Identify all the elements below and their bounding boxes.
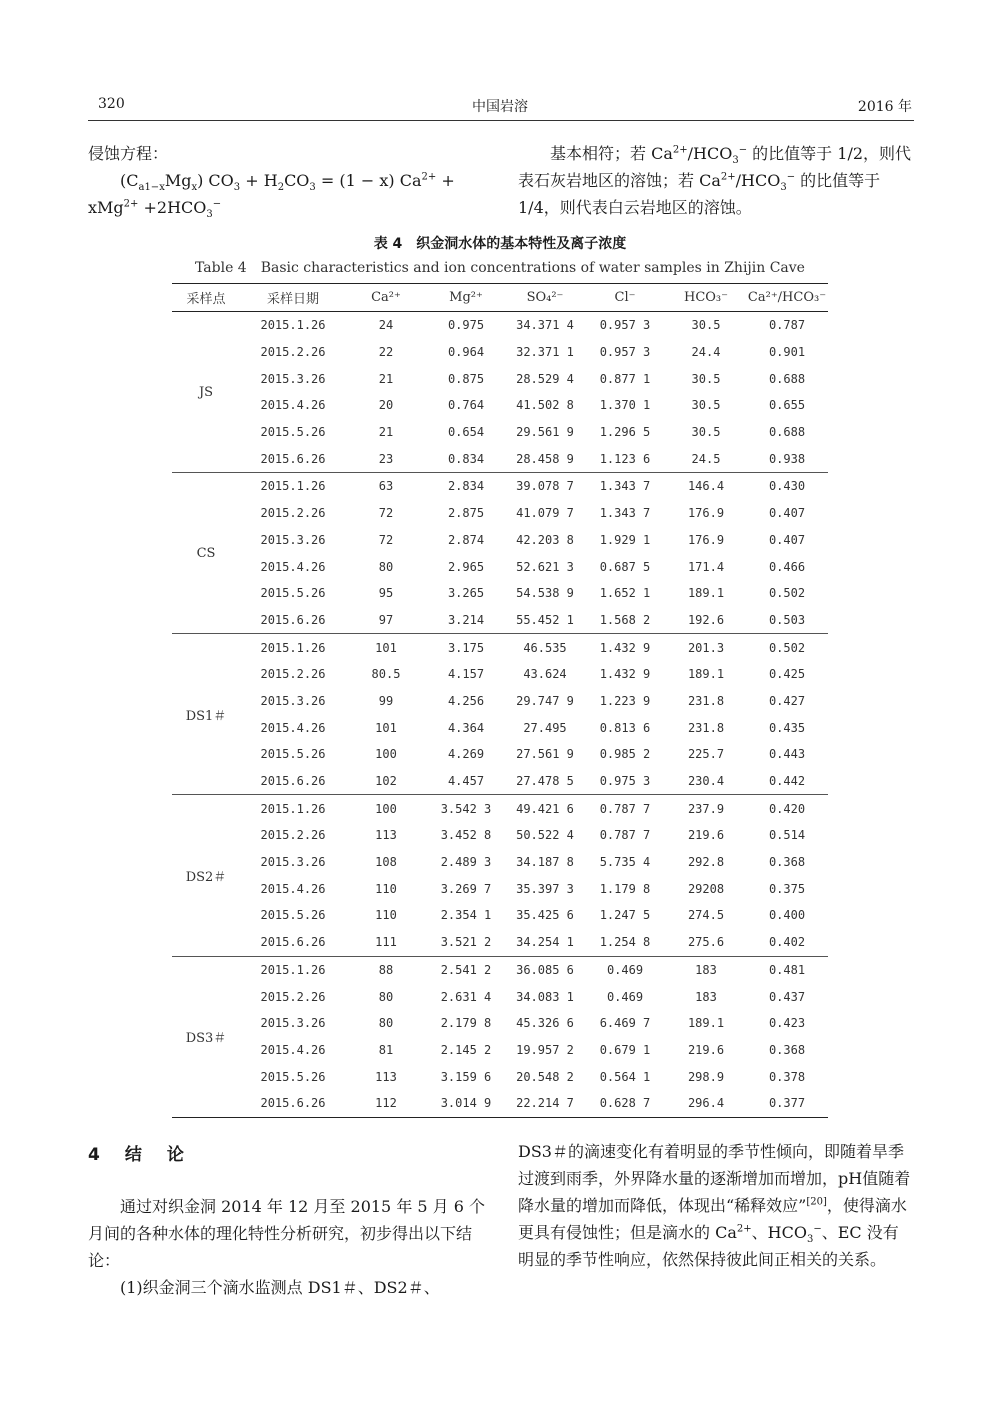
- table-cell: 34.371 4: [516, 318, 574, 333]
- table-cell: 296.4: [666, 1090, 746, 1117]
- table-cell: 2015.5.26: [260, 1069, 326, 1084]
- table-row: [172, 339, 828, 366]
- table-cell: 24.5: [691, 451, 721, 466]
- table-cell: 230.4: [687, 774, 725, 789]
- table-cell: 3.175: [426, 634, 506, 661]
- table-body: [172, 312, 828, 1118]
- table-cell: 2015.2.26: [260, 667, 326, 682]
- site-cell: CS: [172, 473, 240, 634]
- table-cell: 100: [375, 747, 397, 762]
- table-cell: 2015.6.26: [260, 612, 326, 627]
- table-cell: 1.254 8: [599, 935, 651, 950]
- table-cell: 80.5: [371, 667, 401, 682]
- table-cell: 2.145 2: [440, 1042, 492, 1057]
- col-header-ca: Ca²⁺: [346, 284, 426, 312]
- table-cell: 3.014 9: [426, 1090, 506, 1117]
- table-cell: 4.157: [447, 667, 485, 682]
- table-cell: 4.256: [447, 693, 485, 708]
- table-row: [172, 1090, 828, 1117]
- table-cell: 52.621 3: [516, 559, 574, 574]
- table-cell: 0.654: [447, 425, 485, 440]
- table-cell: 2015.5.26: [260, 425, 326, 440]
- table-cell: 95: [378, 586, 394, 601]
- table-cell: 28.458 9: [516, 451, 574, 466]
- site-cell: DS3＃: [172, 956, 240, 1117]
- table-cell: 2015.3.26: [260, 371, 326, 386]
- table-cell: 0.687 5: [599, 559, 651, 574]
- left-column-top: [88, 140, 488, 221]
- left-column-bottom: [88, 1193, 488, 1301]
- table-row: [172, 1037, 828, 1064]
- table-row: [172, 929, 828, 956]
- table-row: [172, 445, 828, 472]
- table-cell: 0.764: [447, 398, 485, 413]
- table-header-row: [172, 284, 828, 312]
- table-row: [172, 768, 828, 795]
- table-cell: 2.875: [447, 506, 485, 521]
- table-cell: 39.078 7: [506, 473, 584, 500]
- table-cell: 42.203 8: [516, 532, 574, 547]
- table-cell: 0.502: [746, 634, 828, 661]
- page-number: 320: [98, 96, 125, 112]
- header-rule: [88, 120, 914, 121]
- section-title: 4 结 论: [88, 1145, 188, 1165]
- table-cell: 2015.5.26: [260, 586, 326, 601]
- journal-name: 中国岩溶: [472, 99, 528, 115]
- table-cell: 2015.1.26: [260, 318, 326, 333]
- table-cell: 0.901: [768, 345, 806, 360]
- table-row: [172, 580, 828, 607]
- table-cell: 110: [375, 881, 397, 896]
- table-row: [172, 1010, 828, 1037]
- table-cell: 1.343 7: [584, 473, 666, 500]
- table-cell: 0.407: [768, 506, 806, 521]
- table-cell: 2015.1.26: [240, 634, 346, 661]
- table-cell: 34.187 8: [516, 855, 574, 870]
- table-cell: 2015.6.26: [240, 1090, 346, 1117]
- table-cell: 4.269: [447, 747, 485, 762]
- table-cell: 1.247 5: [599, 908, 651, 923]
- table-cell: 49.421 6: [506, 795, 584, 822]
- table-row: [172, 875, 828, 902]
- table-cell: 2015.2.26: [260, 506, 326, 521]
- table-cell: 1.652 1: [599, 586, 651, 601]
- table-cell: 1.179 8: [599, 881, 651, 896]
- table-cell: 2015.2.26: [260, 989, 326, 1004]
- table-cell: 3.452 8: [440, 828, 492, 843]
- right-column-top: [518, 140, 914, 221]
- table-cell: 111: [375, 935, 397, 950]
- table-cell: 3.159 6: [440, 1069, 492, 1084]
- table-cell: 0.443: [768, 747, 806, 762]
- table-cell: 0.957 3: [599, 318, 651, 333]
- table-cell: 80: [378, 1016, 394, 1031]
- table-cell: 0.975: [447, 318, 485, 333]
- table-cell: 0.975 3: [599, 774, 651, 789]
- table-cell: 0.688: [768, 371, 806, 386]
- table-cell: 0.787: [768, 318, 806, 333]
- table-cell: 4.457: [447, 774, 485, 789]
- table-cell: 29.747 9: [516, 693, 574, 708]
- table-cell: 32.371 1: [516, 345, 574, 360]
- table-cell: 231.8: [687, 720, 725, 735]
- table-cell: 35.397 3: [516, 881, 574, 896]
- table-cell: 0.435: [768, 720, 806, 735]
- table-cell: 225.7: [687, 747, 725, 762]
- table-cell: 0.437: [768, 989, 806, 1004]
- col-header-so4: SO₄²⁻: [506, 284, 584, 312]
- table-cell: 0.442: [768, 774, 806, 789]
- table-cell: 55.452 1: [516, 612, 574, 627]
- table-row: [172, 849, 828, 876]
- table-cell: 0.564 1: [599, 1069, 651, 1084]
- table-cell: 41.502 8: [516, 398, 574, 413]
- table-cell: 275.6: [687, 935, 725, 950]
- table-cell: 24.4: [691, 345, 721, 360]
- table-row: [172, 419, 828, 446]
- table-cell: 0.964: [447, 345, 485, 360]
- table-cell: 27.561 9: [516, 747, 574, 762]
- table-cell: 231.8: [687, 693, 725, 708]
- col-header-ratio: Ca²⁺/HCO₃⁻: [746, 284, 828, 312]
- table-cell: 34.083 1: [516, 989, 574, 1004]
- table-cell: 171.4: [687, 559, 725, 574]
- table-cell: 28.529 4: [516, 371, 574, 386]
- table-cell: 292.8: [687, 855, 725, 870]
- table-cell: 0.425: [768, 667, 806, 682]
- table-cell: 2.354 1: [440, 908, 492, 923]
- table-cell: 0.469: [606, 989, 644, 1004]
- col-header-cl: Cl⁻: [584, 284, 666, 312]
- table-cell: 2.489 3: [440, 855, 492, 870]
- conclusion-intro: 通过对织金洞 2014 年 12 月至 2015 年 5 月 6 个月间的各种水体的理化特性分析研究，初步得出以下结论：: [88, 1197, 486, 1270]
- table-cell: 219.6: [687, 828, 725, 843]
- table-cell: 0.628 7: [584, 1090, 666, 1117]
- table-cell: 19.957 2: [516, 1042, 574, 1057]
- table-cell: 21: [378, 425, 394, 440]
- table-cell: 101: [346, 634, 426, 661]
- table-cell: 46.535: [506, 634, 584, 661]
- table-row: [172, 527, 828, 554]
- table-cell: 30.5: [691, 425, 721, 440]
- table-cell: 2015.1.26: [240, 795, 346, 822]
- table-caption-chinese: 表 4 织金洞水体的基本特性及离子浓度: [373, 236, 627, 252]
- table-cell: 2015.4.26: [260, 398, 326, 413]
- table-row: [172, 365, 828, 392]
- table-cell: 112: [346, 1090, 426, 1117]
- table-cell: 0.514: [768, 828, 806, 843]
- table-cell: 72: [378, 506, 394, 521]
- table-cell: 0.368: [768, 1042, 806, 1057]
- table-cell: 2015.2.26: [260, 345, 326, 360]
- table-cell: 0.378: [768, 1069, 806, 1084]
- table-row: [172, 688, 828, 715]
- journal-year: 2016 年: [857, 99, 912, 115]
- table-cell: 0.503: [768, 612, 806, 627]
- table-cell: 50.522 4: [516, 828, 574, 843]
- table-cell: 201.3: [666, 634, 746, 661]
- table-cell: 36.085 6: [506, 956, 584, 983]
- table-cell: 146.4: [666, 473, 746, 500]
- table-cell: 80: [378, 989, 394, 1004]
- table-cell: 2015.3.26: [260, 1016, 326, 1031]
- col-header-mg: Mg²⁺: [426, 284, 506, 312]
- table-cell: 113: [375, 1069, 397, 1084]
- table-cell: 183: [695, 989, 717, 1004]
- site-cell: JS: [198, 384, 214, 400]
- table-cell: 192.6: [687, 612, 725, 627]
- table-cell: 101: [375, 720, 397, 735]
- table-cell: 0.787 7: [584, 795, 666, 822]
- table-cell: 30.5: [691, 398, 721, 413]
- table-cell: 5.735 4: [599, 855, 651, 870]
- table-cell: 2015.4.26: [260, 1042, 326, 1057]
- table-cell: 21: [378, 371, 394, 386]
- table-cell: 0.400: [768, 908, 806, 923]
- conclusion-item-1: (1)织金洞三个滴水监测点 DS1＃、DS2＃、: [120, 1278, 440, 1297]
- table-cell: 2.874: [447, 532, 485, 547]
- table-cell: 274.5: [687, 908, 725, 923]
- table-cell: 0.423: [768, 1016, 806, 1031]
- table-cell: 1.370 1: [599, 398, 651, 413]
- table-cell: 23: [378, 451, 394, 466]
- table-cell: 2.834: [426, 473, 506, 500]
- table-cell: 99: [378, 693, 394, 708]
- table-cell: 1.568 2: [599, 612, 651, 627]
- table-cell: 2015.5.26: [260, 747, 326, 762]
- table-row: [172, 741, 828, 768]
- table-cell: 176.9: [687, 506, 725, 521]
- table-cell: 0.466: [768, 559, 806, 574]
- table-cell: 34.254 1: [516, 935, 574, 950]
- conclusion-continued: DS3＃的滴速变化有着明显的季节性倾向，即随着旱季过渡到雨季，外界降水量的逐渐增加而增加，pH值随着降水量的增加而降低，体现出“稀释效应”[20]，使得滴水更具有侵蚀性；但是滴水的 $Ca^{2+}$、$HCO_3^-$、EC 没有明显的季节性响应，依然保持彼此间正相关的关系。: [518, 1142, 911, 1269]
- table-cell: 54.538 9: [516, 586, 574, 601]
- table-cell: 2015.1.26: [240, 956, 346, 983]
- table-cell: 88: [346, 956, 426, 983]
- table-cell: 108: [375, 855, 397, 870]
- table-cell: 0.407: [768, 532, 806, 547]
- table-cell: 27.495: [523, 720, 567, 735]
- table-row: [172, 312, 828, 339]
- table-cell: 0.688: [768, 425, 806, 440]
- table-row: [172, 500, 828, 527]
- table-cell: 1.432 9: [584, 634, 666, 661]
- ratio-paragraph: 基本相符；若 $Ca^{2+}/HCO_3^-$ 的比值等于 1/2，则代表石灰岩地区的溶蚀；若 $Ca^{2+}/HCO_3^-$ 的比值等于 1/4，则代表白云岩地区的溶蚀。: [518, 144, 912, 217]
- table-row: [172, 902, 828, 929]
- col-header-hco3: HCO₃⁻: [666, 284, 746, 312]
- table-cell: 219.6: [687, 1042, 725, 1057]
- table-cell: 0.813 6: [599, 720, 651, 735]
- table-cell: 2015.1.26: [240, 473, 346, 500]
- table-row: [172, 983, 828, 1010]
- table-cell: 1.343 7: [599, 506, 651, 521]
- table-cell: 2.631 4: [440, 989, 492, 1004]
- table-cell: 0.481: [746, 956, 828, 983]
- table-cell: 2015.5.26: [260, 908, 326, 923]
- table-row: [172, 607, 828, 634]
- table-cell: 100: [346, 795, 426, 822]
- table-cell: 0.469: [584, 956, 666, 983]
- table-cell: 24: [378, 318, 394, 333]
- table-cell: 2015.6.26: [260, 935, 326, 950]
- right-column-bottom: [518, 1138, 914, 1273]
- table-cell: 102: [375, 774, 397, 789]
- table-cell: 1.223 9: [599, 693, 651, 708]
- table-cell: 189.1: [687, 1016, 725, 1031]
- table-cell: 0.834: [447, 451, 485, 466]
- table-cell: 0.420: [746, 795, 828, 822]
- table-cell: 2.965: [447, 559, 485, 574]
- table-cell: 2.179 8: [440, 1016, 492, 1031]
- site-cell: DS2＃: [172, 795, 240, 956]
- equation-line-2: $xMg^{2+} +2HCO_3^-$: [88, 198, 222, 221]
- table-row: [172, 634, 828, 661]
- table-cell: 27.478 5: [516, 774, 574, 789]
- table-cell: 22: [378, 345, 394, 360]
- table-cell: 0.377: [746, 1090, 828, 1117]
- table-cell: 2015.4.26: [260, 881, 326, 896]
- table-cell: 2.541 2: [426, 956, 506, 983]
- col-header-site: 采样点: [172, 284, 240, 312]
- table-cell: 189.1: [687, 586, 725, 601]
- table-cell: 0.875: [447, 371, 485, 386]
- table-cell: 0.655: [768, 398, 806, 413]
- table-cell: 183: [666, 956, 746, 983]
- table-cell: 2015.6.26: [260, 451, 326, 466]
- table-cell: 3.521 2: [440, 935, 492, 950]
- table-row: [172, 795, 828, 822]
- table-cell: 0.402: [768, 935, 806, 950]
- table-cell: 189.1: [687, 667, 725, 682]
- table-cell: 20: [378, 398, 394, 413]
- table-cell: 81: [378, 1042, 394, 1057]
- table-cell: 29.561 9: [516, 425, 574, 440]
- table-cell: 237.9: [666, 795, 746, 822]
- table-cell: 2015.3.26: [260, 532, 326, 547]
- table-cell: 3.542 3: [426, 795, 506, 822]
- table-cell: 2015.3.26: [260, 855, 326, 870]
- table-cell: 0.502: [768, 586, 806, 601]
- table-cell: 0.427: [768, 693, 806, 708]
- table-cell: 63: [346, 473, 426, 500]
- table-cell: 3.214: [447, 612, 485, 627]
- table-cell: 298.9: [687, 1069, 725, 1084]
- table-cell: 2015.4.26: [260, 720, 326, 735]
- table-cell: 20.548 2: [516, 1069, 574, 1084]
- table-cell: 80: [378, 559, 394, 574]
- table-cell: 3.265: [447, 586, 485, 601]
- table-cell: 1.432 9: [599, 667, 651, 682]
- table-cell: 0.938: [768, 451, 806, 466]
- table-row: [172, 473, 828, 500]
- site-cell: DS1＃: [172, 634, 240, 795]
- ion-concentration-table: [172, 283, 828, 1118]
- citation-ref: [20]: [806, 1196, 827, 1208]
- table-cell: 0.957 3: [599, 345, 651, 360]
- table-cell: 29208: [687, 881, 725, 896]
- table-row: [172, 392, 828, 419]
- table-cell: 2015.2.26: [260, 828, 326, 843]
- table-cell: 0.368: [768, 855, 806, 870]
- table-cell: 2015.3.26: [260, 693, 326, 708]
- table-row: [172, 661, 828, 688]
- table-caption-english: Table 4 Basic characteristics and ion concentrations of water samples in Zhijin Cave: [195, 260, 805, 276]
- table-cell: 0.679 1: [599, 1042, 651, 1057]
- table-cell: 0.430: [746, 473, 828, 500]
- equation-line-1: $(C_{a1-x}Mg_x) CO_3 + H_2CO_3 = (1 - x) Ca^{2+}$ +: [120, 171, 455, 194]
- table-cell: 6.469 7: [599, 1016, 651, 1031]
- table-cell: 45.326 6: [516, 1016, 574, 1031]
- table-row: [172, 1063, 828, 1090]
- table-cell: 176.9: [687, 532, 725, 547]
- table-row: [172, 956, 828, 983]
- table-cell: 43.624: [523, 667, 567, 682]
- table-cell: 4.364: [447, 720, 485, 735]
- table-cell: 1.296 5: [599, 425, 651, 440]
- table-cell: 30.5: [691, 371, 721, 386]
- table-cell: 3.269 7: [440, 881, 492, 896]
- equation-intro: 侵蚀方程：: [88, 144, 169, 163]
- table-row: [172, 714, 828, 741]
- table-cell: 0.375: [768, 881, 806, 896]
- table-cell: 30.5: [691, 318, 721, 333]
- table-cell: 22.214 7: [506, 1090, 584, 1117]
- table-cell: 41.079 7: [516, 506, 574, 521]
- table-row: [172, 822, 828, 849]
- table-cell: 0.985 2: [599, 747, 651, 762]
- table-cell: 72: [378, 532, 394, 547]
- table-cell: 0.787 7: [599, 828, 651, 843]
- table-row: [172, 553, 828, 580]
- col-header-date: 采样日期: [240, 284, 346, 312]
- table-cell: 35.425 6: [516, 908, 574, 923]
- table-cell: 97: [378, 612, 394, 627]
- table-cell: 2015.4.26: [260, 559, 326, 574]
- table-cell: 1.123 6: [599, 451, 651, 466]
- table-cell: 113: [375, 828, 397, 843]
- table-cell: 2015.6.26: [260, 774, 326, 789]
- table-cell: 1.929 1: [599, 532, 651, 547]
- table-cell: 110: [375, 908, 397, 923]
- table-cell: 0.877 1: [599, 371, 651, 386]
